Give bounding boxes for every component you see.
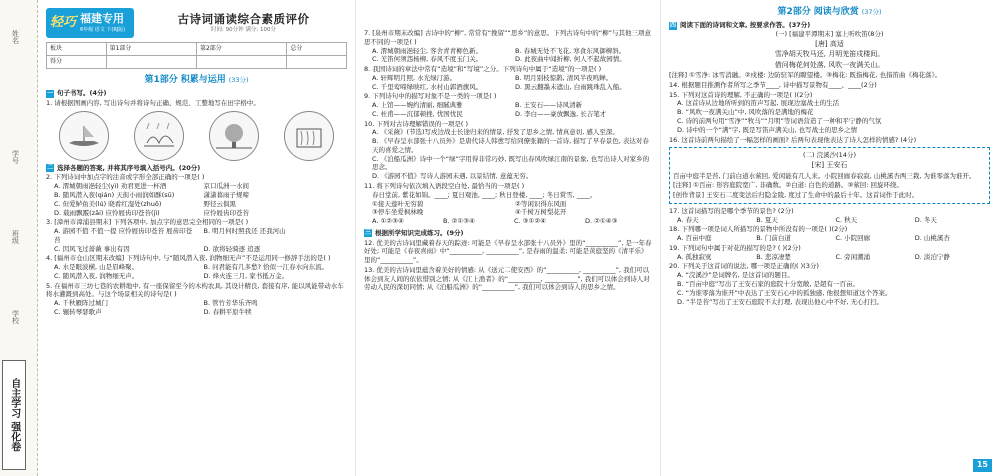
option[interactable]: D. 淡泊宁静 — [914, 252, 950, 261]
option[interactable]: A. 百亩中庭 — [677, 234, 712, 243]
illustration-boat-icon — [59, 111, 109, 161]
section-marker-icon: 一 — [46, 89, 53, 97]
option[interactable]: B. 随风潜入夜(qián) 天街小雨润如酥(sū) — [54, 190, 175, 199]
question-15: 15. 下列对这首诗的理解, 不正确的一项是( )(2分) — [669, 90, 813, 99]
section-choose — [46, 164, 347, 173]
option[interactable]: C. 旁闲潮涌 — [835, 252, 871, 261]
question-11-options — [364, 217, 652, 226]
part2-points: (37分) — [861, 7, 882, 16]
option[interactable]: C. 诗的前两句用“雪净”“牧马”“月明”等词语营造了一种和平宁静的气氛 — [677, 117, 882, 125]
section-choose-title: 选择各题的答案, 并将其序号填入括号内。(20分) — [57, 163, 201, 172]
option[interactable]: B. 明月何时照我还 还我河山 — [203, 227, 286, 236]
option[interactable]: B. ②①③④ — [443, 217, 475, 226]
question-14[interactable]: 14. 根据题目推测作者所写之季节____, 诗中描写景物有____、____(2分) — [669, 80, 877, 89]
question-8: 8. 我国诗词的章法中常有“造境”和“写境”之分。下列诗句中属于“造境”的一项是( ) — [364, 65, 602, 74]
option[interactable]: C. 辗转琴瑟歌声 — [54, 307, 102, 316]
question-7-options — [364, 47, 652, 65]
id-label: 学号 — [11, 150, 20, 164]
question-15-options — [669, 99, 990, 134]
option[interactable]: B. 《早春呈水部张十八员外》是唐代诗人韩愈写给同僚张籍的一首诗, 描写了早春景色, 表达对春天的喜爱之情。 — [372, 137, 649, 154]
option[interactable]: A. 渭城朝雨浥轻尘(yì) 劝君更进一杯酒 — [54, 182, 167, 191]
table-cell: 板块 — [47, 43, 107, 56]
section-marker-icon: 二 — [46, 164, 53, 172]
question-12[interactable]: 12. 优美的古诗词里藏着春天的踪迹: 可能是《早春呈水部张十八员外》里的“__________”, 是一年春好处; 可能是《春夜喜雨》中“__________, __________”, 是春雨的温柔; 可能是黄庭坚的《清平乐》里的“__________”。 — [364, 238, 652, 265]
question-3: 3. [漳州市漳浦县期末] 下列各项中, 加点字的意思完全相同的一项是( ) — [46, 218, 249, 227]
page-middle — [356, 0, 661, 476]
question-3-options — [46, 227, 347, 253]
question-4: 4. [福州市仓山区期末改编] 下列诗句中, 与“随风潜入夜, 润物细无声”不是运用同一修辞手法的是( ) — [46, 254, 331, 263]
option[interactable]: B. 春城无处不飞花, 寒食东风御柳斜。 — [515, 46, 626, 55]
score-table — [46, 42, 347, 69]
option[interactable]: B. 王安石——诗风清新 — [515, 101, 583, 110]
poem1-heading: (一) [福建平潭期末] 塞上听吹笛(8分) — [775, 29, 884, 38]
option[interactable]: D. 载雨飘霰(zāi) 应怜屐齿印苍苔(jì) — [54, 208, 160, 217]
option[interactable]: D. 《游园不值》写诗人游园未遇, 以景结情, 意蕴无穷。 — [372, 172, 533, 181]
question-20-options — [669, 271, 990, 306]
option-extra: 潇潇暮雨子规啼 — [203, 190, 249, 199]
option[interactable]: D. 李白——豪放飘逸, 长吉笔才 — [515, 109, 607, 118]
logo-sub: 6年级 语文 下(RJ版) — [80, 27, 126, 34]
poem2-author: [宋] 王安石 — [811, 161, 848, 170]
option[interactable]: C. “为谁零落为谁开”中表达了王安石心中的孤独感, 他很想知道这个答案。 — [677, 288, 892, 297]
option[interactable]: D. 冬天 — [914, 215, 937, 224]
question-8-options — [364, 74, 652, 92]
school-label: 学校 — [11, 310, 20, 324]
question-9: 9. 下列诗句中的描写对象不是一类的一项是( ) — [364, 92, 497, 101]
illustration-rain-icon — [134, 111, 184, 161]
option[interactable]: D. 欲将轻骑逐 追逐 — [203, 244, 261, 253]
question-19: 19. 下列词句中属于对花的描写的是? ( )(2分) — [669, 243, 801, 252]
option-extra: 京口瓜洲一水间 — [203, 182, 249, 191]
part2-name: 阅读与欣赏 — [813, 7, 859, 17]
option[interactable]: B. 夏天 — [756, 215, 778, 224]
question-4-options — [46, 263, 347, 281]
question-2-options — [46, 182, 347, 217]
option[interactable]: D. 山桃溪杏 — [914, 234, 950, 243]
paper-title: 古诗词诵读综合素质评价 — [177, 11, 310, 26]
table-row — [47, 56, 347, 69]
option[interactable]: A. 春天 — [677, 215, 699, 224]
illustration-willow-icon — [284, 111, 334, 161]
list-item: ②等闲识得东风面 — [515, 199, 567, 208]
option[interactable]: B. 管竹芳华乐齐鸣 — [203, 299, 258, 308]
class-label: 班级 — [11, 230, 20, 244]
option[interactable]: B. 明月别枝惊鹊, 清风半夜鸣蝉。 — [515, 73, 613, 82]
page-right — [661, 0, 1000, 476]
option[interactable]: A. 游园不值 不值一提 应怜屐齿印苍苔 屐齿印苍苔 — [54, 227, 193, 244]
question-20: 20. 下列关于这首词的说法, 哪一项是正确的( )(3分) — [669, 262, 819, 271]
option[interactable]: C. 小院回廊 — [835, 234, 871, 243]
poem2-note: [注释] ①百亩: 形容庭院宽广, 非确数。②白道: 白色的道路。③萦回: 回旋环绕。 — [673, 181, 904, 190]
list-item: ④千树万树梨花开 — [515, 208, 567, 217]
option[interactable]: A. “浣溪沙”是词牌名, 是这首词的题目。 — [677, 271, 794, 280]
option[interactable]: D. “半是苔”写出了王安石庭院不太打理, 表现出他心中不好, 无心打扫。 — [677, 297, 884, 306]
poem1-note: [注释] ①雪净: 冰雪消融。②戍楼: 边防驻军的瞭望楼。③梅花: 既指梅花, 也指笛曲《梅花落》。 — [669, 71, 942, 80]
question-16[interactable]: 16. 这首诗前两句描绘了一幅怎样的画面? 后两句表现他表达了诗人怎样的情感? (4分) — [669, 135, 917, 144]
header — [46, 6, 347, 40]
option[interactable]: D. ②①④③ — [585, 217, 618, 226]
option[interactable]: A. 水是眼波横, 山是眉峰聚。 — [54, 263, 139, 272]
question-11: 11. 将下列诗句依次填入语段空白处, 最恰当的一项是( ) — [364, 182, 525, 191]
part1-title: 第1部分 — [144, 75, 178, 85]
option[interactable]: A. 渭城朝雨浥轻尘, 客舍青青柳色新。 — [372, 46, 483, 55]
option[interactable]: A. ①②③④ — [372, 217, 404, 226]
option[interactable]: D. 黑云翻墨未遮山, 白雨跳珠乱入船。 — [515, 82, 626, 91]
section-read-title: 阅读下面的诗词和文章, 按要求作答。(37分) — [680, 21, 811, 30]
table-cell: 第2部分 — [196, 43, 286, 56]
paper-title-block — [140, 12, 347, 35]
option[interactable]: C. 杜甫——沉郁顿挫, 忧国忧民 — [372, 109, 463, 118]
option[interactable]: C. 秋天 — [835, 215, 858, 224]
score-input-cell[interactable] — [196, 56, 286, 69]
section-marker-icon: 四 — [669, 21, 676, 29]
question-19-options — [669, 253, 990, 262]
part1-heading — [46, 74, 347, 86]
question-10: 10. 下列对古诗理解错误的一项是( ) — [364, 119, 469, 128]
table-cell: 得分 — [47, 56, 107, 69]
table-cell: 第1部分 — [106, 43, 196, 56]
option[interactable]: A. 孤独寂寞 — [677, 252, 712, 261]
logo-title: 福建专用 — [80, 12, 125, 26]
option-extra: 野径云俱黑 — [203, 199, 236, 208]
option[interactable]: D. 烽火连三月, 家书抵万金。 — [203, 271, 289, 280]
part2-heading — [669, 6, 990, 18]
question-7: 7. [泉州市期末改编] 古诗中的“柳”, 常常有“挽留”“思乡”的意思。下列古诗句中的“柳”与其他三项意思不同的一项是( ) — [364, 29, 651, 46]
logo — [46, 8, 134, 38]
part2-title: 第2部分 — [777, 7, 811, 17]
option[interactable]: A. 轩辉明月照, 水光绿汀游。 — [372, 73, 457, 82]
option[interactable]: B. 问君能有几多愁? 恰似一江春水向东流。 — [203, 263, 329, 272]
section-fill-title: 根据所学知识完成练习。(9分) — [375, 228, 464, 237]
option[interactable]: C. ③①②④ — [514, 217, 546, 226]
page-left — [38, 0, 356, 476]
question-1: 1. 请根据图画内容, 写出诗句并将诗句正确、规范、工整地写在田字格中。 — [46, 98, 260, 107]
question-17-options — [669, 216, 990, 225]
binding-margin — [0, 0, 38, 476]
option[interactable]: A. 《采薇》(节选)写戍边战士长途归来的情景, 抒发了思乡之情, 情真意切, 感人至深。 — [372, 128, 619, 137]
section-fill — [364, 229, 652, 238]
illustration-tree-icon — [209, 111, 259, 161]
option[interactable]: A. 这首诗从边地所听到的笛声写起, 展现边塞战士的生活 — [677, 99, 840, 108]
option[interactable]: B. 门前白道 — [756, 234, 791, 243]
page-number: 15 — [973, 459, 992, 472]
option-extra: 应怜屐齿印苍苔 — [203, 208, 249, 217]
score-input-cell[interactable] — [287, 56, 347, 69]
part1-points: (33分) — [228, 75, 249, 84]
question-11-list — [364, 200, 652, 218]
name-label: 姓名 — [11, 30, 20, 44]
poem1-line: 借问梅花何处落, 风吹一夜满关山。 — [774, 60, 885, 69]
question-18-options — [669, 234, 990, 243]
option[interactable]: C. 千里莺啼绿映红, 水村山郭酒旗风。 — [372, 82, 483, 91]
poem2-background: [创作背景] 王安石二度变法后归隐金陵, 度过了生命中的最后十年。这首词作于此时。 — [673, 191, 919, 200]
question-2: 2. 下列诗词中加点字的注音或字形全部正确的一项是( ) — [46, 173, 205, 182]
option[interactable]: A. 上馆——婉约清丽, 细腻典雅 — [372, 101, 463, 110]
illustration-row — [46, 111, 347, 161]
poem2-heading: (二) 浣溪沙(14分) — [803, 151, 856, 160]
option[interactable]: D. 春耕平原牛犊 — [203, 307, 252, 316]
question-5: 5. 在福州市三坊七巷的农耕地中, 有一座保留至今的木构农具, 其设计精良, 套接有序, 能以风能带动水车将水灌溉到高处。与这个场景相关的诗句是( ) — [46, 281, 344, 299]
question-5-options — [46, 299, 347, 317]
section-write — [46, 89, 347, 98]
paper-meta: 时间: 90分钟 满分: 100分 — [211, 27, 276, 34]
score-input-cell[interactable] — [106, 56, 196, 69]
option[interactable]: A. 千秋雁阵过城门 — [54, 299, 108, 308]
question-9-options — [364, 101, 652, 119]
poem2-box — [669, 147, 990, 204]
option[interactable]: C. 《泊船瓜洲》诗中一个“绿”字用得非常巧妙, 既写出春风吹绿江南的景象, 也写出诗人对家乡的思念。 — [372, 154, 650, 172]
option[interactable]: D. 此夜曲中闻折柳, 何人不起故园情。 — [515, 55, 626, 64]
section-marker-icon: 三 — [364, 229, 371, 237]
option[interactable]: B. “百亩中庭”写出了王安石家的庭院十分宽敞, 是超有一百亩。 — [677, 279, 859, 288]
option[interactable]: C. 随风潜入夜, 润物细无声。 — [54, 271, 139, 280]
list-item: ③停车坐爱枫林晚 — [372, 208, 424, 217]
poem2-text: 百亩中庭半是苔, 门前白道水萦回, 爱闲能有几人来。小院回廊春寂寂, 山桃溪杏两三栽, 为谁零落为谁开。 — [673, 171, 976, 180]
section-write-title: 句子书写。(4分) — [57, 89, 107, 98]
option[interactable]: C. 羌笛何须怨杨柳, 春风不度玉门关。 — [372, 55, 483, 64]
question-18: 18. 下列哪一项是词人所描写的景物中所没有的一项是( )(2分) — [669, 225, 848, 234]
series-brand: 自主学习 强化卷 — [2, 360, 26, 470]
question-13[interactable]: 13. 优美的古诗词里蕴含着美好的情感: 从《送元二使安西》的“__________, __________”, 我们可以体会到友人间的依依惜别之情; 从《江上渔者》的“__________, __________”, 我们可以体会到诗人对劳动人民的深切同情; 从《泊船瓜洲》的“__________”, 我们可以体会到诗人的思乡之情。 — [364, 265, 650, 292]
logo-mark: 轻巧 — [50, 15, 77, 31]
option[interactable]: B. 悲凉凄楚 — [756, 252, 791, 261]
list-item: ①接天莲叶无穷碧 — [372, 199, 424, 208]
question-17: 17. 这首词描写的是哪个季节的景色? (2分) — [669, 206, 794, 215]
poem1-author: [唐] 高适 — [815, 39, 844, 48]
option[interactable]: B. “风吹一夜满关山”中, 风吹落的是满地的梅花 — [677, 108, 814, 117]
table-row — [47, 43, 347, 56]
question-11-text: 春日堂前, 紫花如锦。____; 夏日观池, ____; 秋日登楼, ____; 冬日赏雪, ____。 — [372, 190, 597, 199]
poem1-line: 雪净胡天牧马还, 月明羌笛戍楼间。 — [774, 50, 885, 59]
section-read — [669, 21, 990, 30]
option[interactable]: C. 因风飞过蔷薇 事出有因 — [54, 244, 130, 253]
question-10-options — [364, 128, 652, 181]
option[interactable]: C. 但爱鲈鱼美(lú) 晓看红湿处(zhuō) — [54, 199, 162, 208]
table-cell: 总分 — [287, 43, 347, 56]
option[interactable]: D. 诗中的一个“满”字, 既是写笛声满关山, 也写战士的思乡之情 — [677, 125, 858, 134]
part1-name: 积累与运用 — [180, 75, 226, 85]
